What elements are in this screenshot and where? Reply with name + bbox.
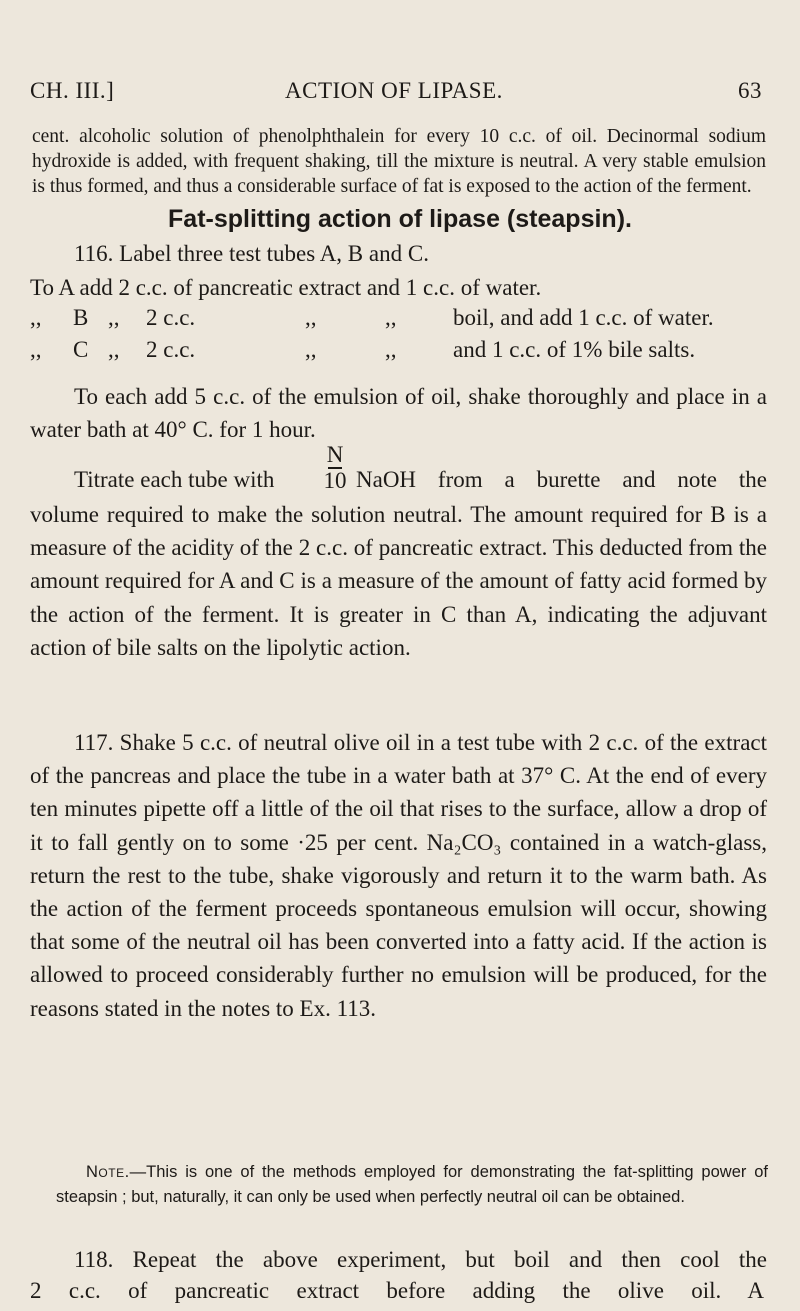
titrate-text: Titrate each tube with bbox=[74, 467, 275, 492]
ditto-mark: ,, bbox=[30, 337, 42, 362]
page-number: 63 bbox=[738, 78, 762, 103]
page-title: ACTION OF LIPASE. bbox=[285, 78, 503, 103]
ditto-mark: ,, bbox=[385, 305, 397, 330]
exp116-line1: 116. Label three test tubes A, B and C. bbox=[74, 241, 429, 266]
ditto-mark: ,, bbox=[385, 337, 397, 362]
tube-label: B bbox=[73, 305, 89, 330]
titrate-text-continued: NaOH from a burette and note the bbox=[356, 467, 767, 492]
chapter-label: CH. III.] bbox=[30, 78, 115, 103]
instruction: and 1 c.c. of 1% bile salts. bbox=[453, 337, 696, 362]
ditto-mark: ,, bbox=[305, 305, 317, 330]
exp118-line1: 118. Repeat the above experiment, but boil and then cool the bbox=[74, 1247, 767, 1272]
running-header bbox=[30, 78, 770, 108]
note-text: —This is one of the methods employed for demonstrating the fat-splitting power of steapsin ; but, naturally, it can only be used when perfectly neutral oil can be obtained. bbox=[56, 1163, 768, 1206]
ditto-mark: ,, bbox=[30, 305, 42, 330]
section-heading: Fat-splitting action of lipase (steapsin). bbox=[168, 205, 632, 233]
exp117-paragraph: 117. Shake 5 c.c. of neutral olive oil in a test tube with 2 c.c. of the extract of the pancreas and place the tube in a water bath at 37° C. At the end of every ten minutes pipette off a little of the oil that rises to the surface, allow a drop of it to fall gently on to some ·25 per cent. Na₂CO₃ contained in a watch-glass, return the rest to the tube, shake vigorously and return it to the warm bath. As the action of the ferment proceeds spontaneous emulsion will occur, showing that some of the neutral oil has been converted into a fatty acid. If the action is allowed to proceed considerably further no emulsion will be produced, for the reasons stated in the notes to Ex. 113. bbox=[30, 730, 767, 1021]
fraction-numerator: N bbox=[326, 442, 344, 467]
amount: 2 c.c. bbox=[146, 337, 196, 362]
exp118-line2: 2 c.c. of pancreatic extract before adding the olive oil. A bbox=[30, 1278, 764, 1303]
amount: 2 c.c. bbox=[146, 305, 196, 330]
normality-fraction bbox=[323, 444, 347, 492]
exp116-paragraph-2: volume required to make the solution neutral. The amount required for B is a measure of the acidity of the 2 c.c. of pancreatic extract. This deducted from the amount required for A and C is a measure of the amount of fatty acid formed by the action of the ferment. It is greater in C than A, indicating the adjuvant action of bile salts on the lipolytic action. bbox=[30, 502, 767, 660]
ditto-mark: ,, bbox=[108, 337, 120, 362]
intro-paragraph: cent. alcoholic solution of phenolphthalein for every 10 c.c. of oil. Decinormal sodium hydroxide is added, with frequent shaking, till the mixture is neutral. A very stable emulsion is thus formed, and thus a considerable surface of fat is exposed to the action of the ferment. bbox=[32, 126, 766, 197]
note-lead: Note. bbox=[86, 1163, 130, 1181]
exp116-paragraph-1: To each add 5 c.c. of the emulsion of oil, shake thoroughly and place in a water bath at 40° C. for 1 hour. bbox=[30, 384, 767, 443]
tube-label: C bbox=[73, 337, 89, 362]
ditto-mark: ,, bbox=[305, 337, 317, 362]
note-paragraph bbox=[56, 1160, 768, 1210]
instruction: boil, and add 1 c.c. of water. bbox=[453, 305, 714, 330]
exp116-line2: To A add 2 c.c. of pancreatic extract and 1 c.c. of water. bbox=[30, 275, 542, 300]
fraction-denominator: 10 bbox=[323, 467, 347, 493]
ditto-mark: ,, bbox=[108, 305, 120, 330]
